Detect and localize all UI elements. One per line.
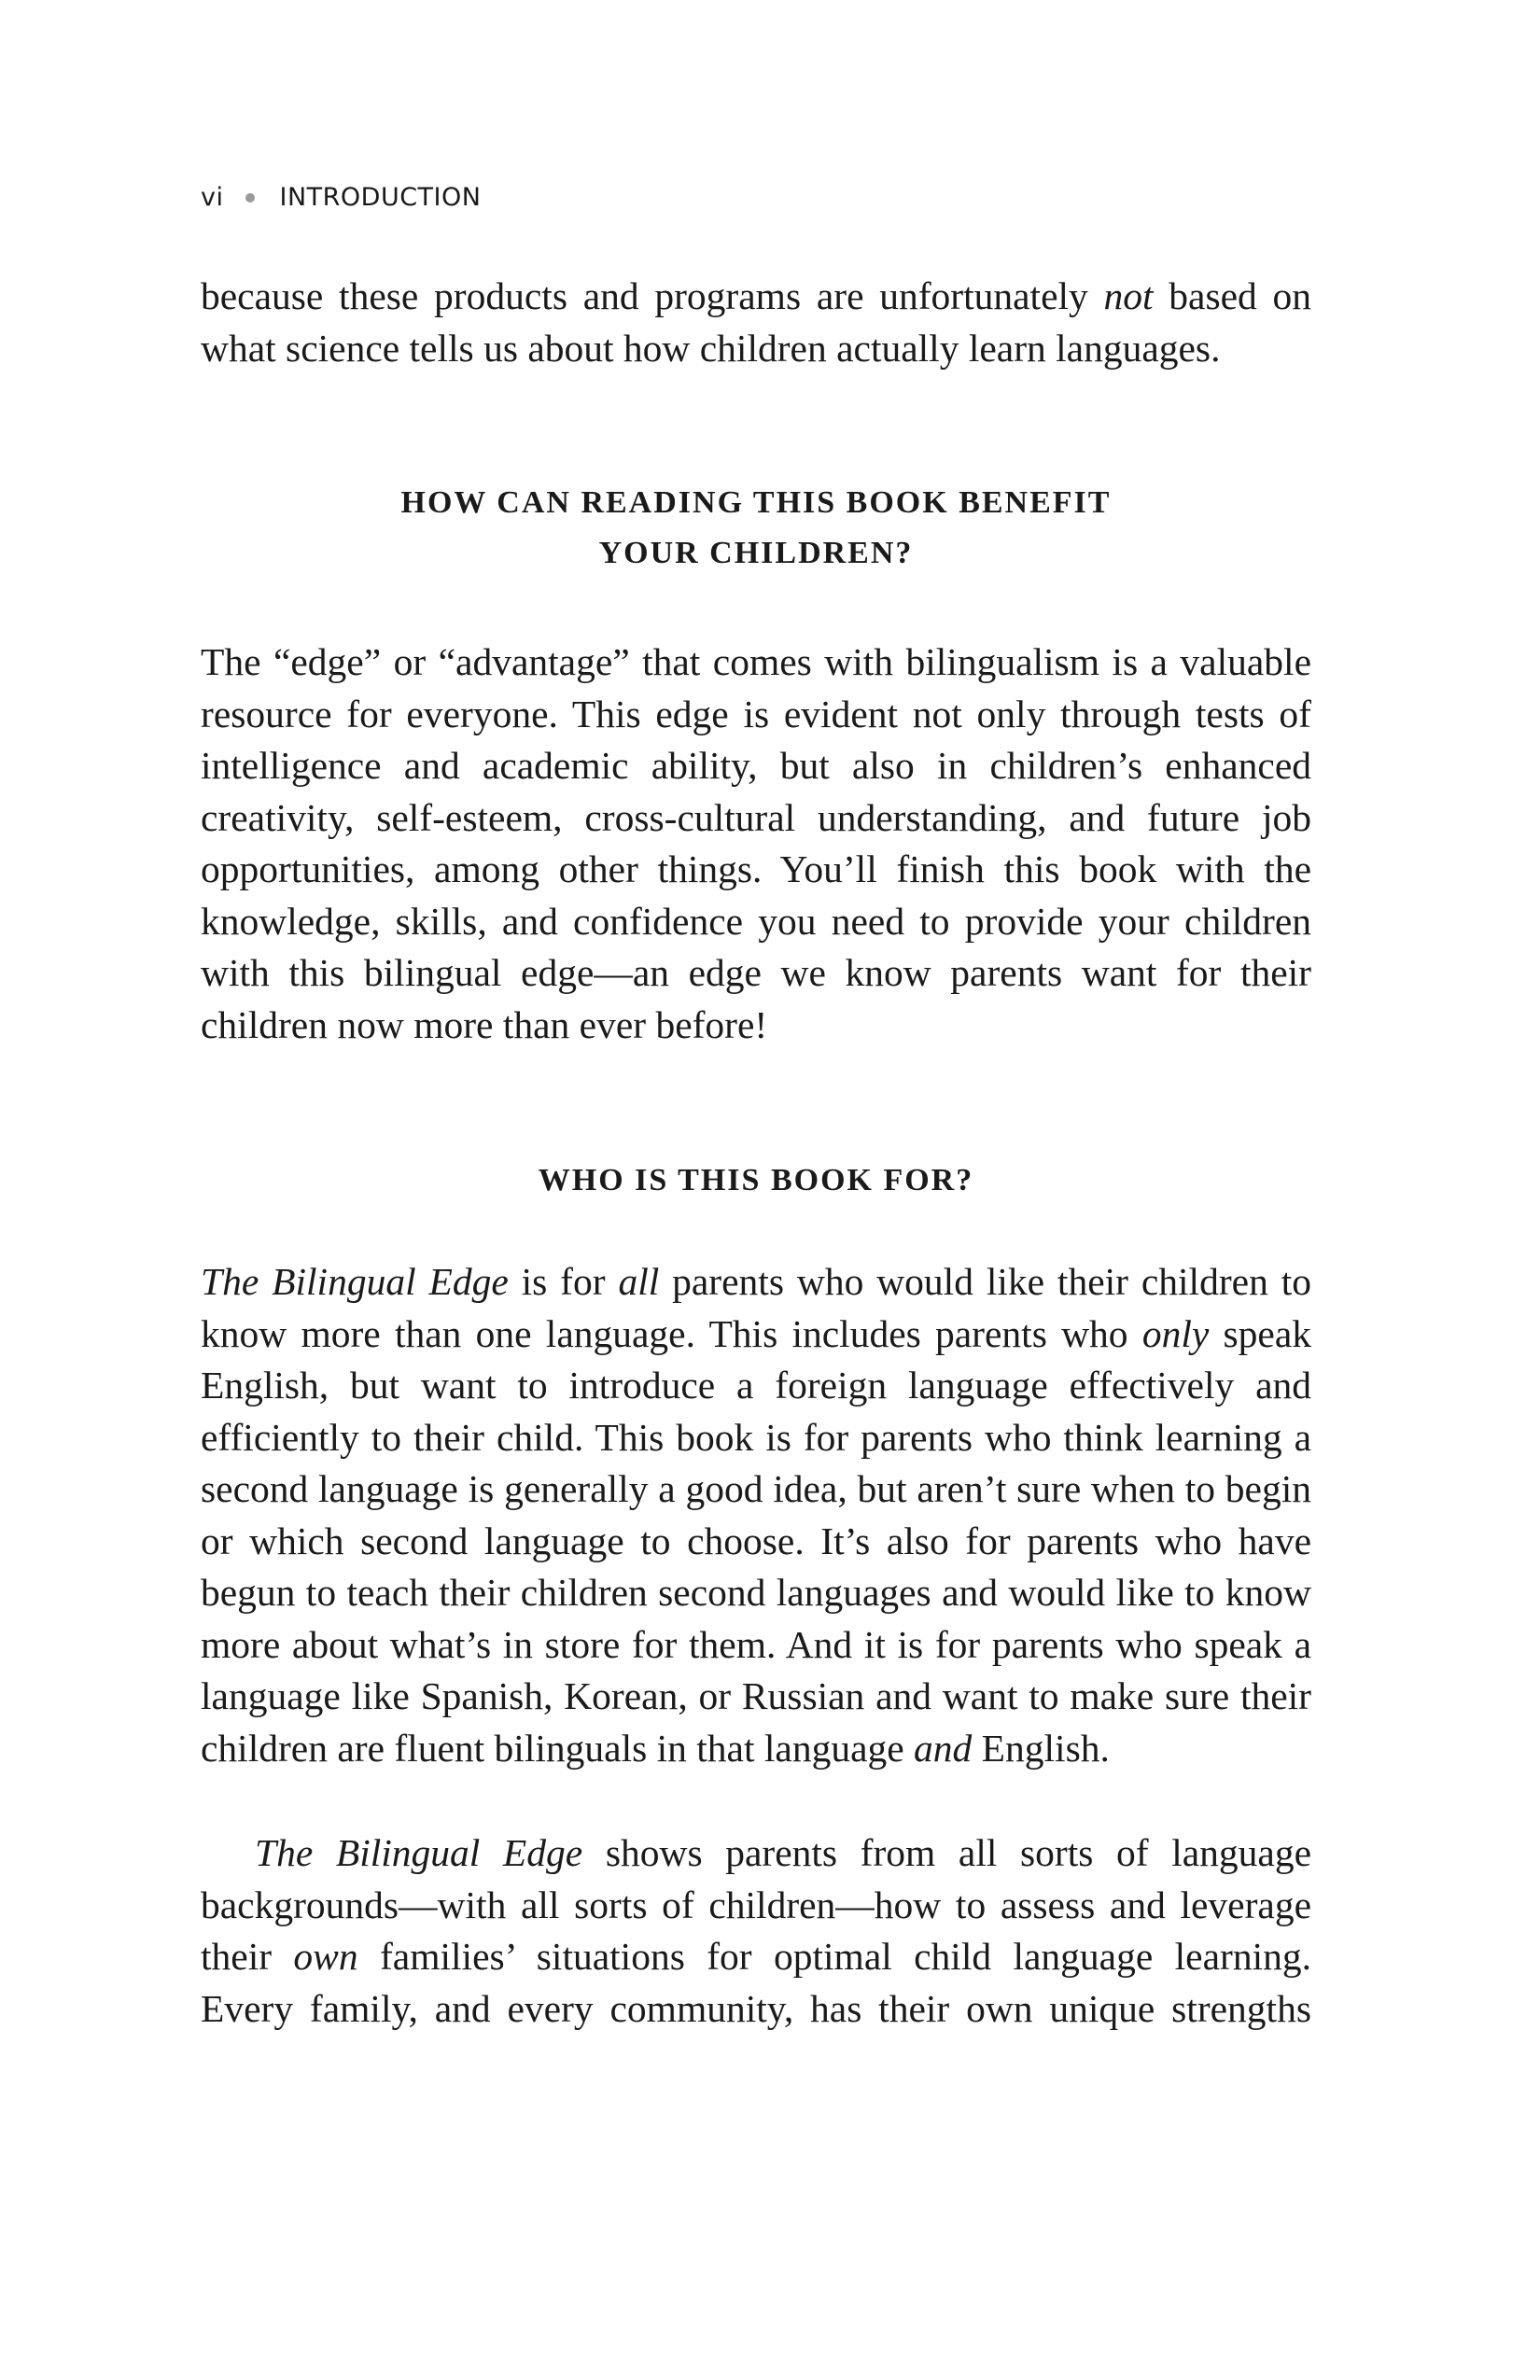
paragraph-3-text-d: English. [972,1726,1110,1770]
bullet-separator [245,193,255,203]
paragraph-4-text-a: shows parents from all sorts of language backgrounds—with all sorts of children—how to assess and leverage their [201,1831,1311,1978]
emphasis-not: not [1103,274,1154,317]
paragraph-3-text-a: is for [508,1260,619,1303]
paragraph-3-text-c: speak English, but want to introduce a foreign language effectively and efficiently to their child. This book is for parents who think learning a second language is generally a good idea, but aren’t sure when to begin or which second language to choose. It’s also for parents who have begun to teach their children second languages and would like to know more about what’s in store for them. And it is for parents who speak a language like Spanish, Korean, or Russian and want to make sure their children are fluent bilinguals in that language [201,1311,1311,1770]
paragraph-1-text-b: based on what science tells us about how children actually learn languages. [201,274,1311,370]
paragraph-2: The “edge” or “advantage” that comes with bilingualism is a valuable resource for everyone. This edge is evident not only through tests of intelligence and academic ability, but also in children’s enhanced creativity, self-esteem, cross-cultural understanding, and future job opportunities, among other things. You’ll finish this book with the knowledge, skills, and confidence you need to provide your children with this bilingual edge—an edge we know parents want for their children now more than ever before! [201,640,1311,1046]
section-heading-audience: WHO IS THIS BOOK FOR? [538,1163,974,1197]
emphasis-own: own [293,1935,358,1978]
emphasis-all: all [618,1260,660,1303]
paragraph-4 [201,1827,1311,2035]
section-title: INTRODUCTION [279,183,482,212]
book-title-italic-2: The Bilingual Edge [255,1831,583,1874]
emphasis-and: and [914,1726,973,1770]
paragraph-3-text-b: parents who would like their children to know more than one language. This includes parents who [201,1260,1311,1355]
emphasis-only: only [1141,1311,1210,1355]
section-heading-benefit [201,478,1311,579]
paragraph-3 [201,1256,1311,1774]
paragraph-4-text-b: families’ situations for optimal child language learning. Every family, and every community, has their own unique strengths [201,1935,1311,2030]
heading-1-line-1: HOW CAN READING THIS BOOK BENEFIT [400,485,1112,520]
paragraph-1 [201,271,1311,374]
page-number: vi [201,183,224,212]
book-title-italic: The Bilingual Edge [201,1260,509,1303]
paragraph-1-text-a: because these products and programs are unfortunately [201,274,1104,317]
heading-1-line-2: YOUR CHILDREN? [598,536,914,570]
running-head [201,183,481,212]
